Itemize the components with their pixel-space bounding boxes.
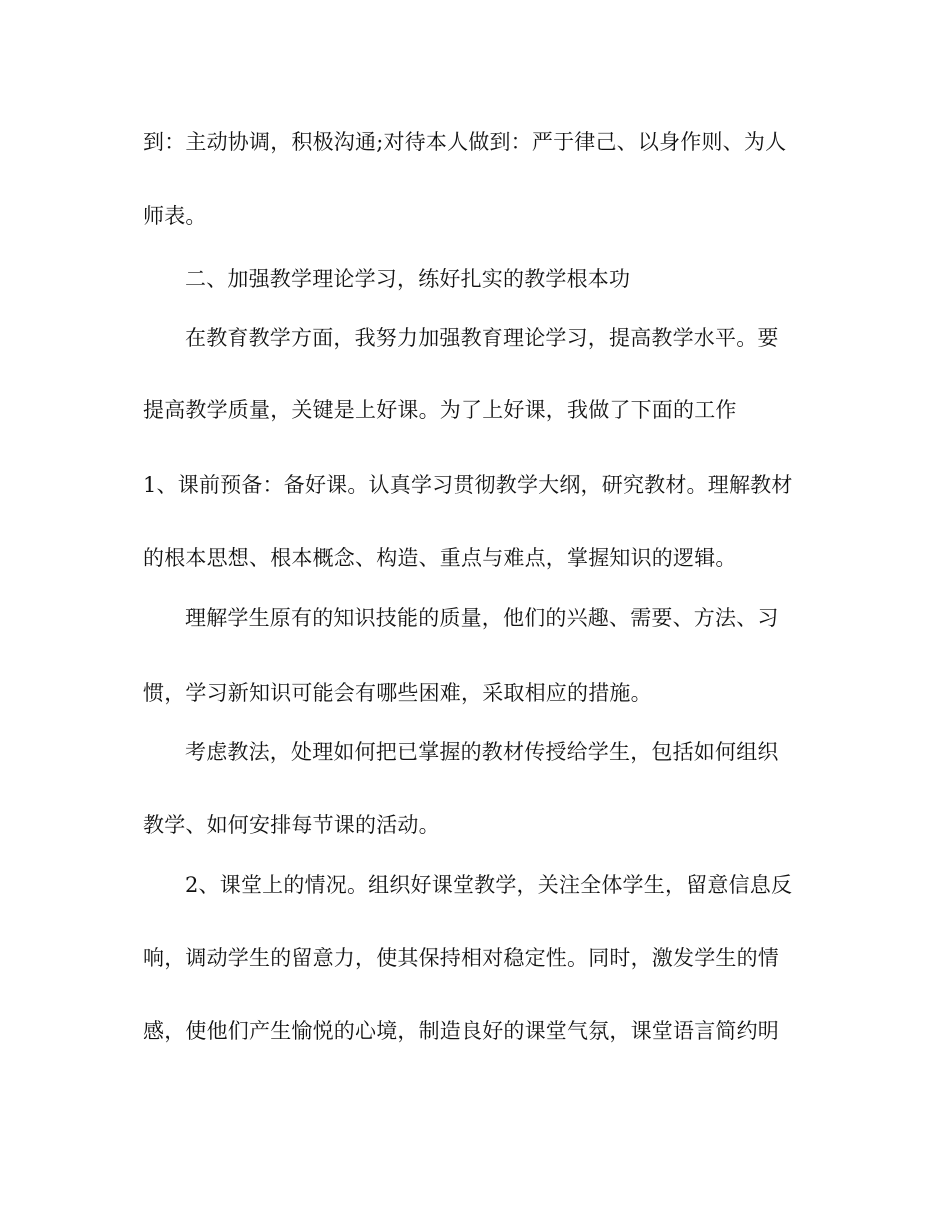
body-text-line: 的根本思想、根本概念、构造、重点与难点，掌握知识的逻辑。 [143, 546, 737, 570]
section-heading: 二、加强教学理论学习，练好扎实的教学根本功 [185, 267, 631, 291]
body-text-line: 到：主动协调，积极沟通;对待本人做到：严于律己、以身作则、为人 [143, 130, 787, 154]
body-text-line: 理解学生原有的知识技能的质量，他们的兴趣、需要、方法、习 [185, 606, 779, 630]
body-text-line: 师表。 [143, 204, 207, 228]
body-text-line: 感，使他们产生愉悦的心境，制造良好的课堂气氛，课堂语言简约明 [143, 1019, 779, 1043]
body-text-line: 教学、如何安排每节课的活动。 [143, 813, 440, 837]
body-text-line: 1、课前预备：备好课。认真学习贯彻教学大纲，研究教材。理解教材 [143, 473, 793, 497]
body-text-line: 在教育教学方面，我努力加强教育理论学习，提高教学水平。要 [185, 326, 779, 350]
body-text-line: 提高教学质量，关键是上好课。为了上好课，我做了下面的工作 [143, 398, 737, 422]
body-text-line: 响，调动学生的留意力，使其保持相对稳定性。同时，激发学生的情 [143, 946, 779, 970]
body-text-line: 考虑教法，处理如何把已掌握的教材传授给学生，包括如何组织 [185, 740, 779, 764]
body-text-line: 惯，学习新知识可能会有哪些困难，采取相应的措施。 [143, 681, 652, 705]
body-text-line: 2、课堂上的情况。组织好课堂教学，关注全体学生，留意信息反 [185, 873, 793, 897]
